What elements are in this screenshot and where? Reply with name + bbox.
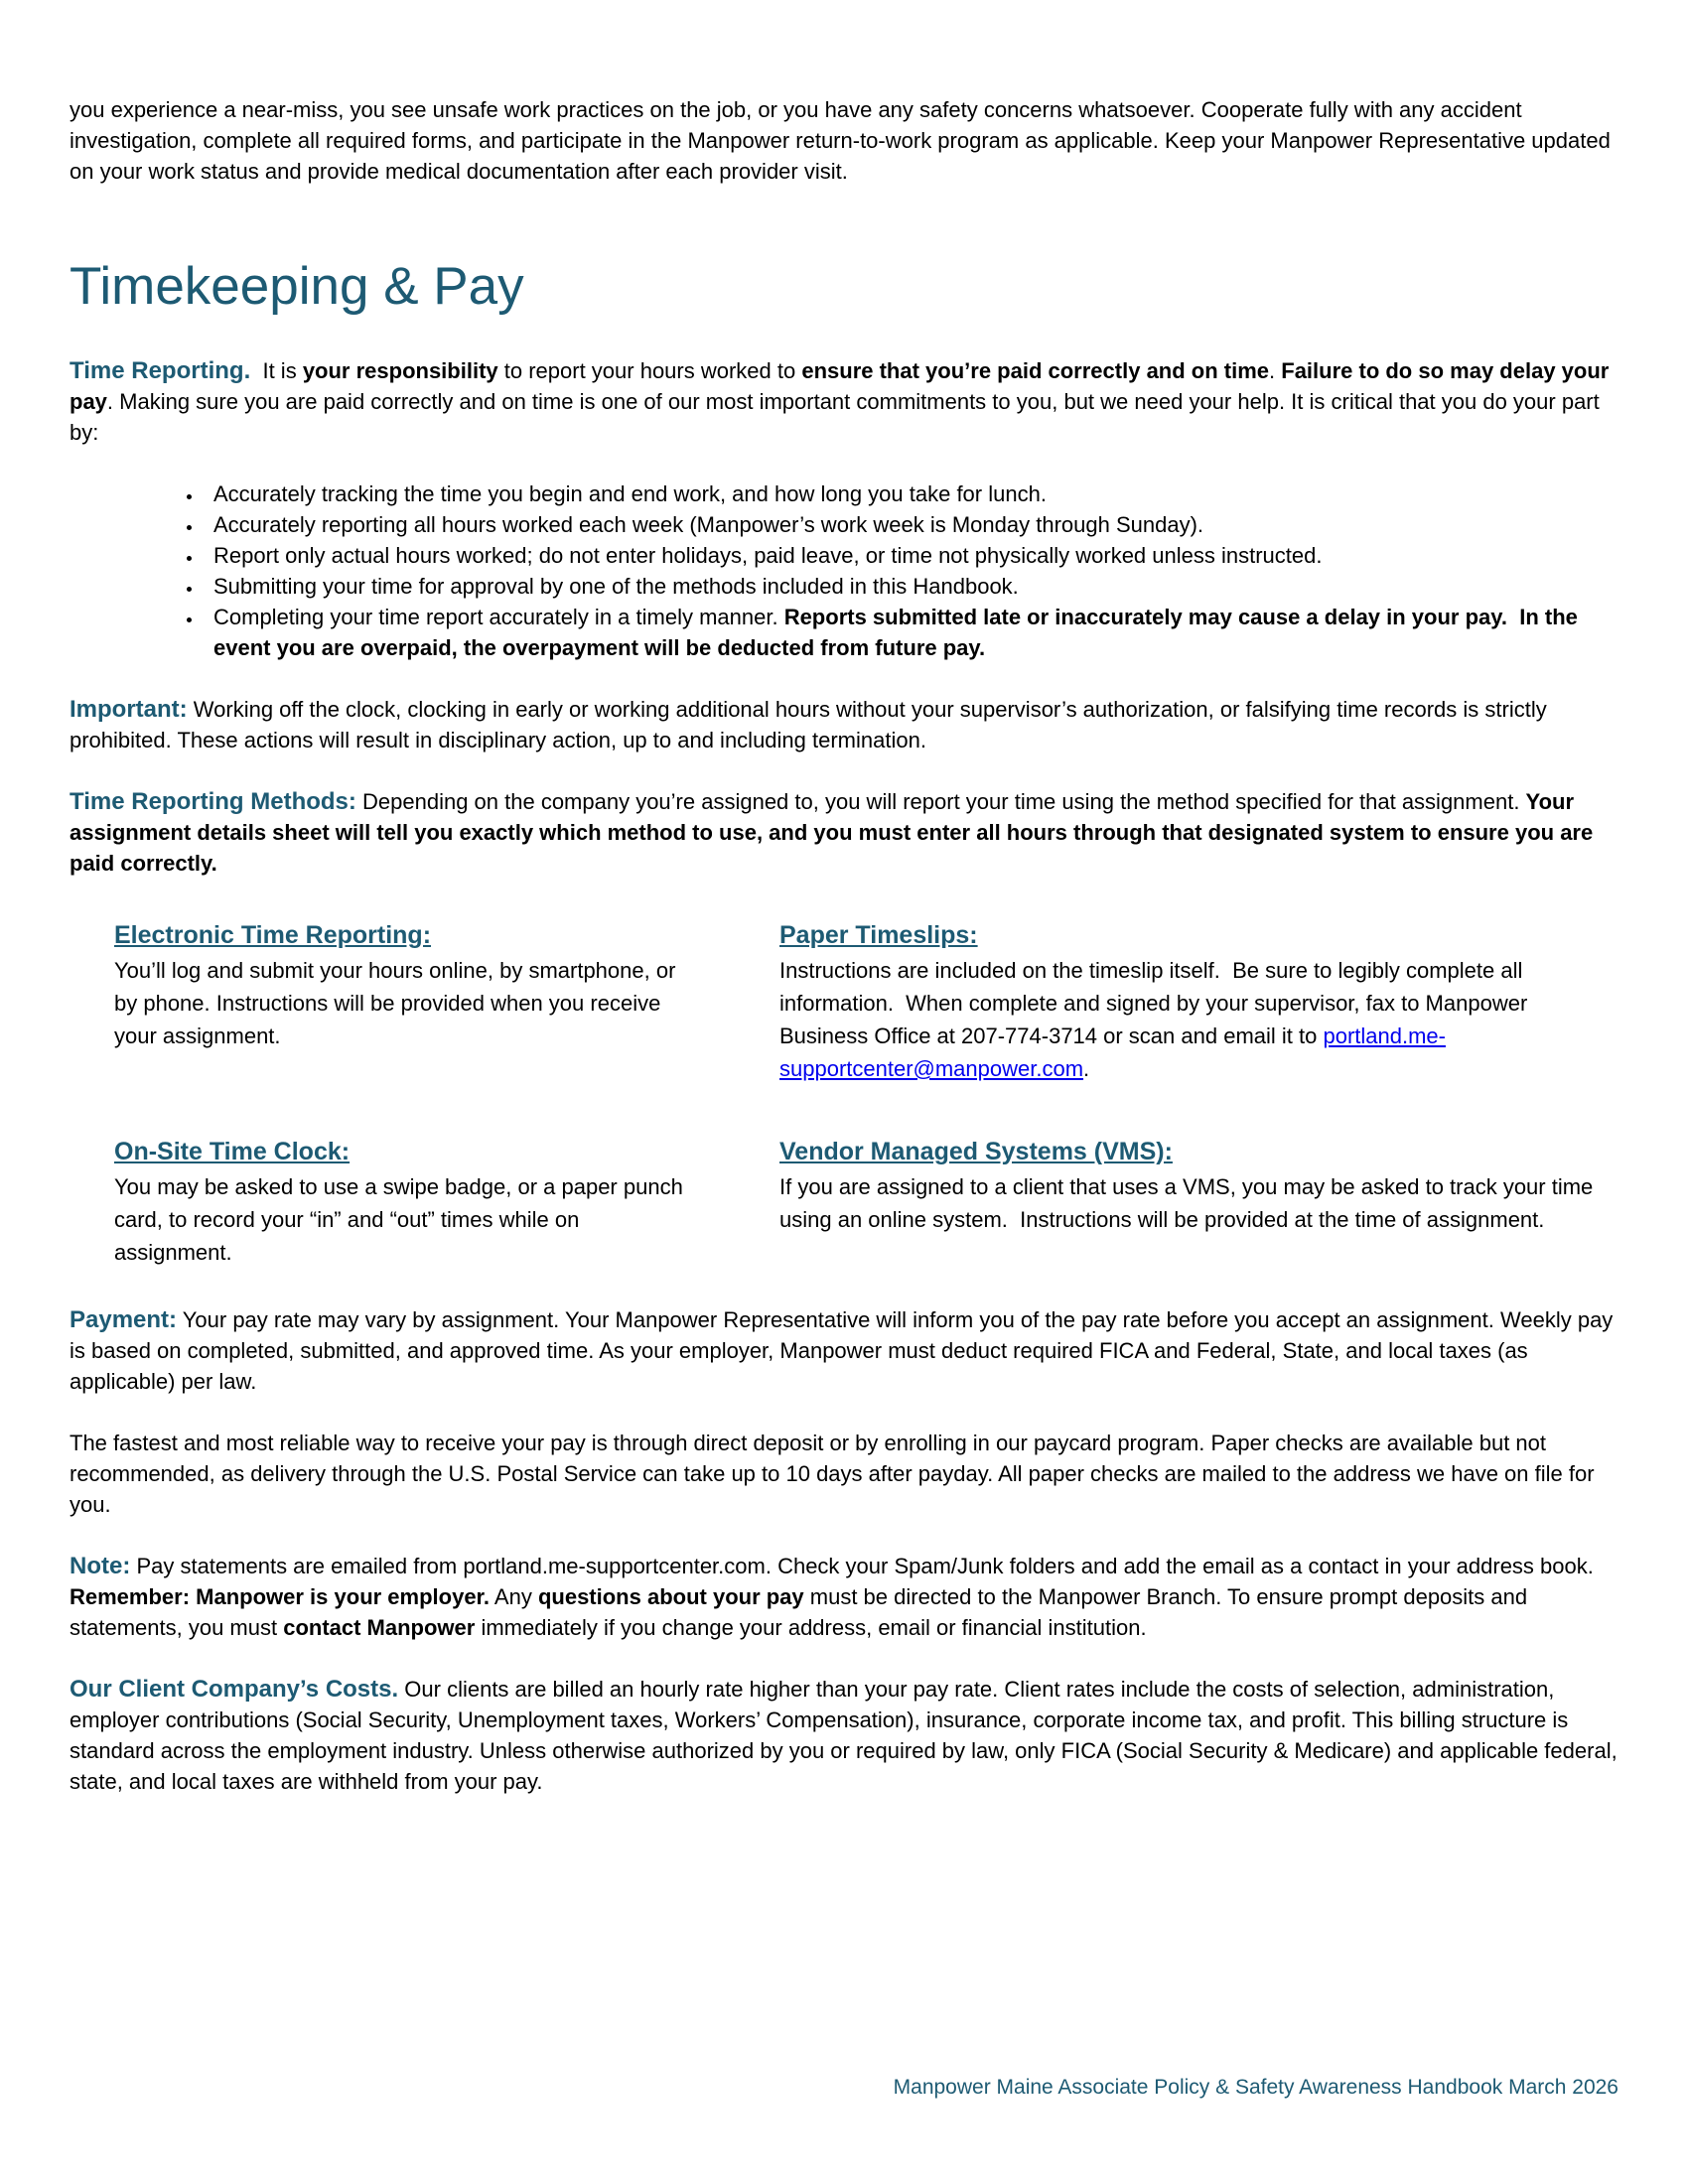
text-run: The fastest and most reliable way to receive your pay is through direct deposit or by enrolling in our paycard program. Paper checks are available but not recommended, as delivery through the U.S. Postal Service can take up to 10 days after payday. All paper checks are mailed to the address we have on file for you. xyxy=(70,1431,1601,1517)
time-reporting-paragraph xyxy=(70,355,1618,448)
bold-text: Reports submitted late or inaccurately may cause a delay in your pay. In the event you are overpaid, the overpayment will be deducted from future pay. xyxy=(213,605,1584,660)
text-run: Completing your time report accurately in a timely manner. xyxy=(213,605,784,629)
text-run: Instructions are included on the timeslip itself. Be sure to legibly complete all information. When complete and signed by your supervisor, fax to Manpower Business Office at 207-774-3714 or scan and email it to xyxy=(779,958,1534,1048)
time-reporting-bullet-list xyxy=(70,478,1618,663)
text-run: must be directed to the Manpower Branch. To ensure prompt deposits and statements, you must xyxy=(70,1584,1534,1640)
text-run: . xyxy=(1269,358,1282,383)
time-reporting-methods-paragraph xyxy=(70,786,1618,879)
payment-heading: Payment: xyxy=(70,1306,178,1333)
important-paragraph xyxy=(70,694,1618,755)
text-run: If you are assigned to a client that uses a VMS, you may be asked to track your time using an online system. Instructions will be provided at the time of assignment. xyxy=(779,1174,1600,1232)
bold-text: Failure to do so may delay your pay xyxy=(70,358,1616,414)
list-item xyxy=(204,478,1618,509)
intro-paragraph xyxy=(70,94,1618,187)
text-run: immediately if you change your address, email or financial institution. xyxy=(475,1615,1147,1640)
method-box-body xyxy=(779,1170,1618,1236)
note-heading: Note: xyxy=(70,1553,131,1579)
text-run: Accurately tracking the time you begin and end work, and how long you take for lunch. xyxy=(213,481,1047,506)
client-costs-heading: Our Client Company’s Costs. xyxy=(70,1676,399,1703)
note-paragraph xyxy=(70,1551,1618,1643)
text-run: you experience a near-miss, you see unsafe work practices on the job, or you have any safety concerns whatsoever. Cooperate fully with any accident investigation, complete all required forms, and participate in the Manpower return-to-work program as applicable. Keep your Manpower Representative updated on your work status and provide medical documentation after each provider visit. xyxy=(70,97,1617,184)
text-run: Depending on the company you’re assigned to, you will report your time using the method specified for that assignment. xyxy=(355,789,1526,814)
text-run: Your pay rate may vary by assignment. Your Manpower Representative will inform you of the pay rate before you accept an assignment. Weekly pay is based on completed, submitted, and approved time. As your employer, Manpower must deduct required FICA and Federal, State, and local taxes (as applicable) per law. xyxy=(70,1307,1619,1394)
page-footer: Manpower Maine Associate Policy & Safety Awareness Handbook March 2026 xyxy=(893,2076,1618,2099)
method-box-body xyxy=(114,954,700,1052)
text-run: Pay statements are emailed from portland.me-supportcenter.com. Check your Spam/Junk folders and add the email as a contact in your address book. xyxy=(130,1554,1600,1578)
text-run: Working off the clock, clocking in early or working additional hours without your supervisor’s authorization, or falsifying time records is strictly prohibited. These actions will result in disciplinary action, up to and including termination. xyxy=(70,697,1553,752)
direct-deposit-paragraph xyxy=(70,1428,1618,1520)
list-item xyxy=(204,540,1618,571)
text-run: You may be asked to use a swipe badge, or a paper punch card, to record your “in” and “out” times while on assignment. xyxy=(114,1174,689,1265)
bold-text: your responsibility xyxy=(302,358,498,383)
bold-text: questions about your pay xyxy=(537,1584,804,1609)
text-run: Accurately reporting all hours worked each week (Manpower’s work week is Monday through Sunday). xyxy=(213,512,1204,537)
time-reporting-heading: Time Reporting. xyxy=(70,357,251,384)
bold-text: contact Manpower xyxy=(283,1615,476,1640)
page-title: Timekeeping & Pay xyxy=(70,257,524,316)
text-run: to report your hours worked to xyxy=(497,358,802,383)
method-box-heading: On-Site Time Clock: xyxy=(114,1138,351,1165)
method-box-body xyxy=(114,1170,700,1269)
list-item xyxy=(204,571,1618,602)
text-run: . xyxy=(1083,1056,1090,1081)
bold-text: ensure that you’re paid correctly and on time xyxy=(801,358,1270,383)
text-run: You’ll log and submit your hours online, by smartphone, or by phone. Instructions will be provided when you receive your assignment. xyxy=(114,958,682,1048)
text-run: . Making sure you are paid correctly and on time is one of our most important commitments to you, but we need your help. It is critical that you do your part by: xyxy=(70,389,1606,445)
list-item xyxy=(204,602,1618,663)
bold-text: Remember: Manpower is your employer. xyxy=(70,1584,491,1609)
support-email-link[interactable]: portland.me-supportcenter@manpower.com xyxy=(779,1024,1446,1081)
text-run: Our clients are billed an hourly rate higher than your pay rate. Client rates include the costs of selection, administration, employer contributions (Social Security, Unemployment taxes, Workers’ Compensation), insurance, corporate income tax, and profit. This billing structure is standard across the employment industry. Unless otherwise authorized by you or required by law, only FICA (Social Security & Medicare) and applicable federal, state, and local taxes are withheld from your pay. xyxy=(70,1677,1623,1794)
method-box-paper-timeslips xyxy=(779,918,1618,1085)
text-run: Submitting your time for approval by one of the methods included in this Handbook. xyxy=(213,574,1019,599)
text-run: It is xyxy=(250,358,303,383)
important-heading: Important: xyxy=(70,696,188,723)
method-box-body xyxy=(779,954,1618,1085)
text-run: Any xyxy=(490,1584,538,1609)
method-box-vms xyxy=(779,1135,1618,1269)
bold-text: Your assignment details sheet will tell you exactly which method to use, and you must enter all hours through that designated system to ensure you are paid correctly. xyxy=(70,789,1600,876)
method-box-heading: Vendor Managed Systems (VMS): xyxy=(779,1138,1173,1165)
method-box-heading: Electronic Time Reporting: xyxy=(114,921,432,949)
method-box-onsite-clock xyxy=(114,1135,700,1269)
client-costs-paragraph xyxy=(70,1674,1623,1797)
method-boxes-grid xyxy=(114,918,1618,1269)
time-reporting-methods-heading: Time Reporting Methods: xyxy=(70,788,356,815)
payment-paragraph xyxy=(70,1304,1618,1397)
method-box-heading: Paper Timeslips: xyxy=(779,921,978,949)
text-run: Report only actual hours worked; do not enter holidays, paid leave, or time not physically worked unless instructed. xyxy=(213,543,1323,568)
method-box-electronic xyxy=(114,918,700,1085)
list-item xyxy=(204,509,1618,540)
